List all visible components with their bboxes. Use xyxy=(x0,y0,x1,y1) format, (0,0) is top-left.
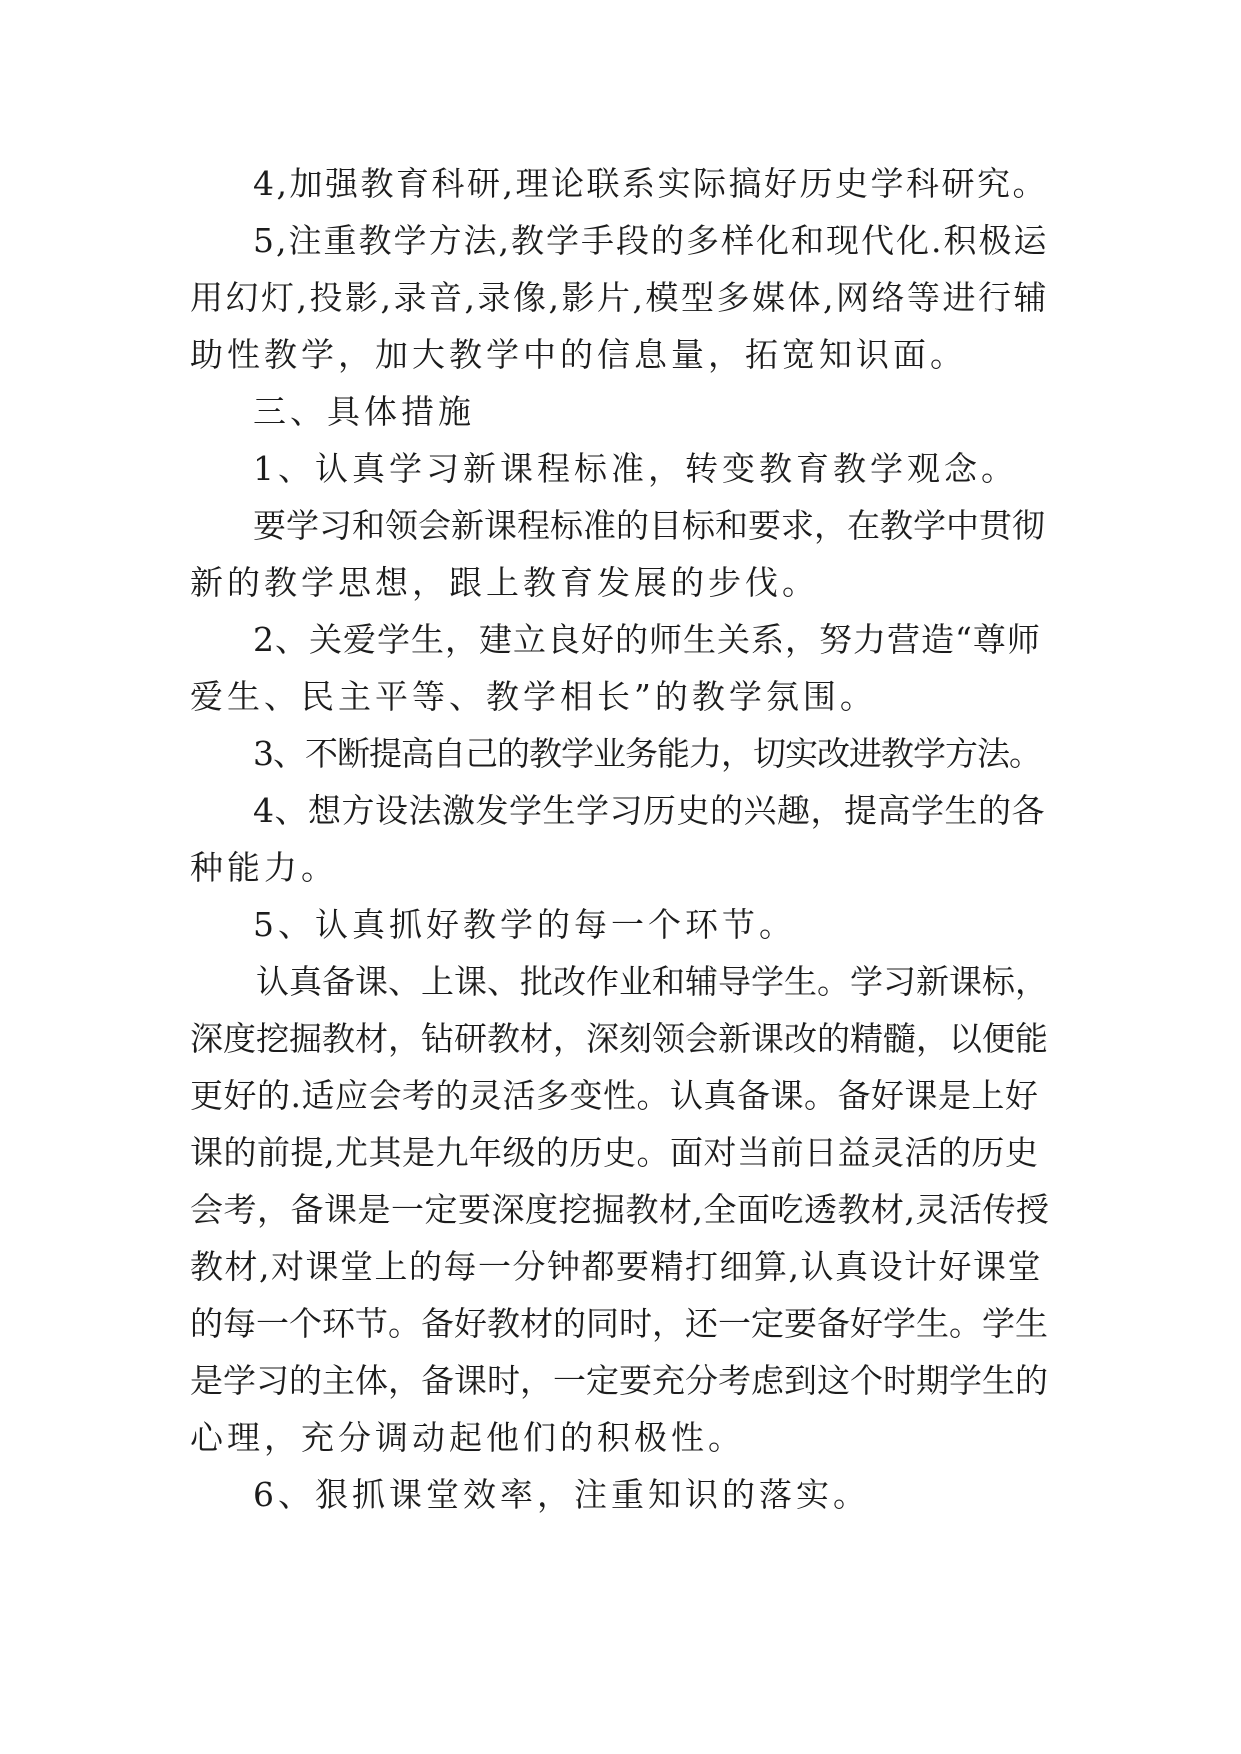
paragraph-line: 3、不断提高自己的教学业务能力，切实改进教学方法。 xyxy=(253,734,1041,773)
paragraph-line: 用幻灯,投影,录音,录像,影片,模型多媒体,网络等进行辅 xyxy=(190,278,1049,317)
paragraph-line: 种能力。 xyxy=(190,848,338,887)
paragraph-line: 会考，备课是一定要深度挖掘教材,全面吃透教材,灵活传授 xyxy=(190,1190,1050,1229)
paragraph-line: 2、关爱学生，建立良好的师生关系，努力营造“尊师 xyxy=(253,620,1041,659)
section-heading: 三、具体措施 xyxy=(253,392,475,431)
paragraph-line: 心理，充分调动起他们的积极性。 xyxy=(190,1418,745,1457)
paragraph-line: 6、狠抓课堂效率，注重知识的落实。 xyxy=(253,1475,870,1514)
paragraph-line: 5、认真抓好教学的每一个环节。 xyxy=(253,905,796,944)
paragraph-line: 教材,对课堂上的每一分钟都要精打细算,认真设计好课堂 xyxy=(190,1247,1042,1286)
paragraph-line: 课的前提,尤其是九年级的历史。面对当前日益灵活的历史 xyxy=(190,1133,1039,1172)
paragraph-line: 爱生、民主平等、教学相长”的教学氛围。 xyxy=(190,677,877,716)
paragraph-line: 更好的.适应会考的灵活多变性。认真备课。备好课是上好 xyxy=(190,1076,1039,1115)
paragraph-line: 1、认真学习新课程标准，转变教育教学观念。 xyxy=(253,449,1018,488)
paragraph-line: 5,注重教学方法,教学手段的多样化和现代化.积极运 xyxy=(253,221,1049,260)
paragraph-line: 是学习的主体，备课时，一定要充分考虑到这个时期学生的 xyxy=(190,1361,1048,1400)
paragraph-line: 要学习和领会新课程标准的目标和要求，在教学中贯彻 xyxy=(253,506,1045,545)
paragraph-line: 4,加强教育科研,理论联系实际搞好历史学科研究。 xyxy=(253,164,1048,203)
paragraph-line: 认真备课、上课、批改作业和辅导学生。学习新课标， xyxy=(256,962,1048,1001)
paragraph-line: 新的教学思想，跟上教育发展的步伐。 xyxy=(190,563,819,602)
paragraph-line: 的每一个环节。备好教材的同时，还一定要备好学生。学生 xyxy=(190,1304,1048,1343)
paragraph-line: 助性教学，加大教学中的信息量，拓宽知识面。 xyxy=(190,335,967,374)
paragraph-line: 4、想方设法激发学生学习历史的兴趣，提高学生的各 xyxy=(253,791,1045,830)
paragraph-line: 深度挖掘教材，钻研教材，深刻领会新课改的精髓，以便能 xyxy=(190,1019,1048,1058)
